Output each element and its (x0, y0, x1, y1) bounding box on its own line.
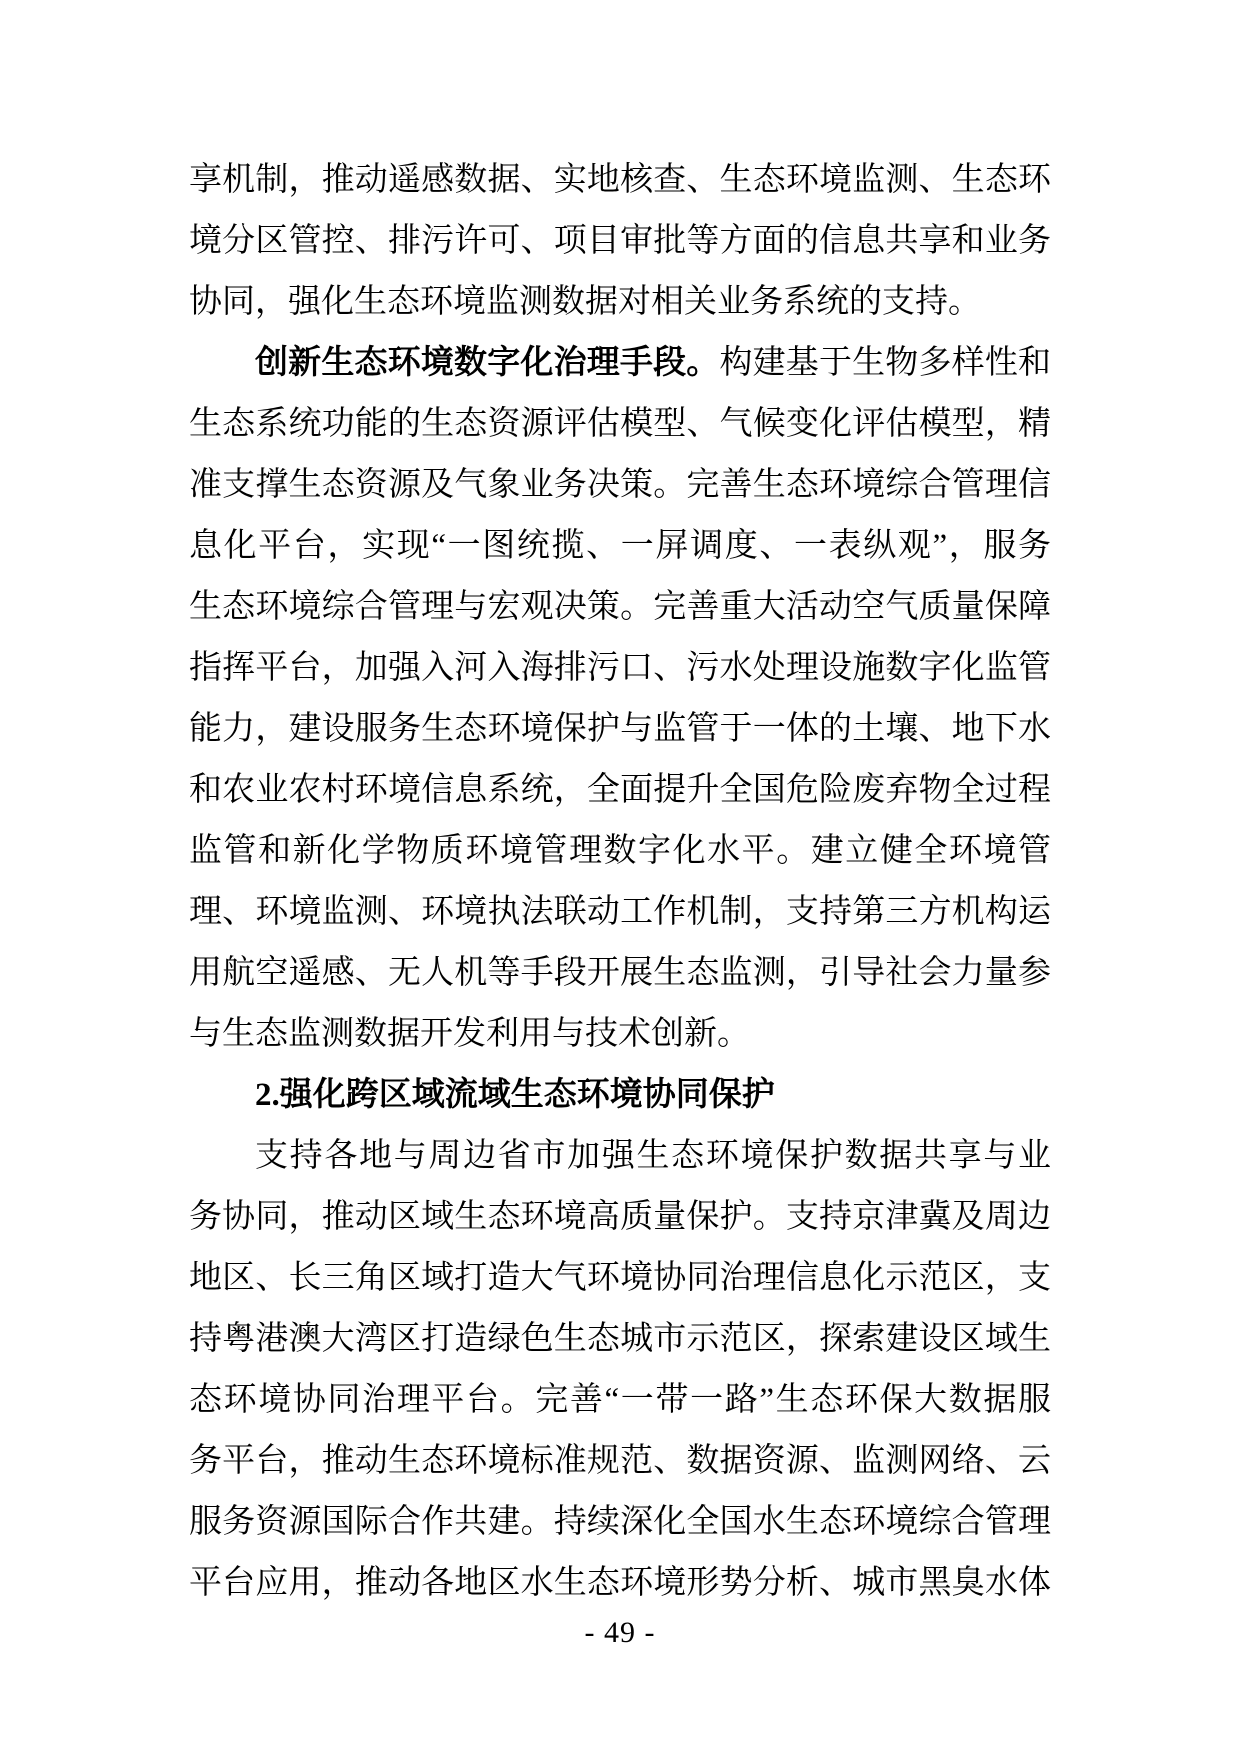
line-text: 和农业农村环境信息系统，全面提升全国危险废弃物全过程 (189, 772, 1051, 808)
line-text: 务协同，推动区域生态环境高质量保护。支持京津冀及周边 (189, 1199, 1051, 1235)
line-text: 构建基于生物多样性和 (719, 345, 1052, 381)
line-text: 协同，强化生态环境监测数据对相关业务系统的支持。 (189, 284, 981, 320)
line-text: 服务资源国际合作共建。持续深化全国水生态环境综合管理 (189, 1504, 1051, 1540)
text-line (189, 1370, 1051, 1431)
bold-lead-run: 创新生态环境数字化治理手段。 (255, 345, 720, 381)
line-text: 准支撑生态资源及气象业务决策。完善生态环境综合管理信 (189, 467, 1051, 503)
text-line (189, 1309, 1051, 1370)
line-text: 理、环境监测、环境执法联动工作机制，支持第三方机构运 (189, 894, 1051, 930)
text-line (189, 1492, 1051, 1553)
text-line (189, 516, 1051, 577)
line-text: 持粤港澳大湾区打造绿色生态城市示范区，探索建设区域生 (189, 1321, 1051, 1357)
text-line (189, 333, 1051, 394)
line-text: 地区、长三角区域打造大气环境协同治理信息化示范区，支 (189, 1260, 1051, 1296)
section-heading-line (189, 1065, 1051, 1126)
line-text: 2.强化跨区域流域生态环境协同保护 (255, 1077, 775, 1113)
line-text: 指挥平台，加强入河入海排污口、污水处理设施数字化监管 (189, 650, 1051, 686)
line-text: 享机制，推动遥感数据、实地核查、生态环境监测、生态环 (189, 162, 1051, 198)
line-text: 能力，建设服务生态环境保护与监管于一体的土壤、地下水 (189, 711, 1051, 747)
text-line (189, 1187, 1051, 1248)
page-footer (0, 1615, 1240, 1651)
text-line (189, 638, 1051, 699)
text-line (189, 1248, 1051, 1309)
line-text: 平台应用，推动各地区水生态环境形势分析、城市黑臭水体 (189, 1565, 1051, 1601)
text-line (189, 760, 1051, 821)
line-text: 境分区管控、排污许可、项目审批等方面的信息共享和业务 (189, 223, 1051, 259)
text-line (189, 394, 1051, 455)
text-line (189, 150, 1051, 211)
text-line (189, 1004, 1051, 1065)
text-line (189, 1553, 1051, 1614)
text-line (189, 821, 1051, 882)
line-text: 生态系统功能的生态资源评估模型、气候变化评估模型，精 (189, 406, 1051, 442)
text-line (189, 272, 1051, 333)
line-text: 监管和新化学物质环境管理数字化水平。建立健全环境管 (189, 833, 1051, 869)
line-text: 息化平台，实现“一图统揽、一屏调度、一表纵观”，服务 (189, 528, 1051, 564)
text-line (189, 577, 1051, 638)
text-line (189, 943, 1051, 1004)
text-line (189, 699, 1051, 760)
page-number: - 49 - (584, 1616, 656, 1649)
line-text: 务平台，推动生态环境标准规范、数据资源、监测网络、云 (189, 1443, 1051, 1479)
document-text-block (189, 150, 1051, 1614)
line-text: 与生态监测数据开发利用与技术创新。 (189, 1016, 750, 1052)
line-text: 支持各地与周边省市加强生态环境保护数据共享与业 (255, 1138, 1051, 1174)
text-line (189, 1126, 1051, 1187)
line-text: 用航空遥感、无人机等手段开展生态监测，引导社会力量参 (189, 955, 1051, 991)
line-text: 态环境协同治理平台。完善“一带一路”生态环保大数据服 (189, 1382, 1051, 1418)
text-line (189, 455, 1051, 516)
text-line (189, 1431, 1051, 1492)
line-text: 生态环境综合管理与宏观决策。完善重大活动空气质量保障 (189, 589, 1051, 625)
text-line (189, 882, 1051, 943)
text-line (189, 211, 1051, 272)
